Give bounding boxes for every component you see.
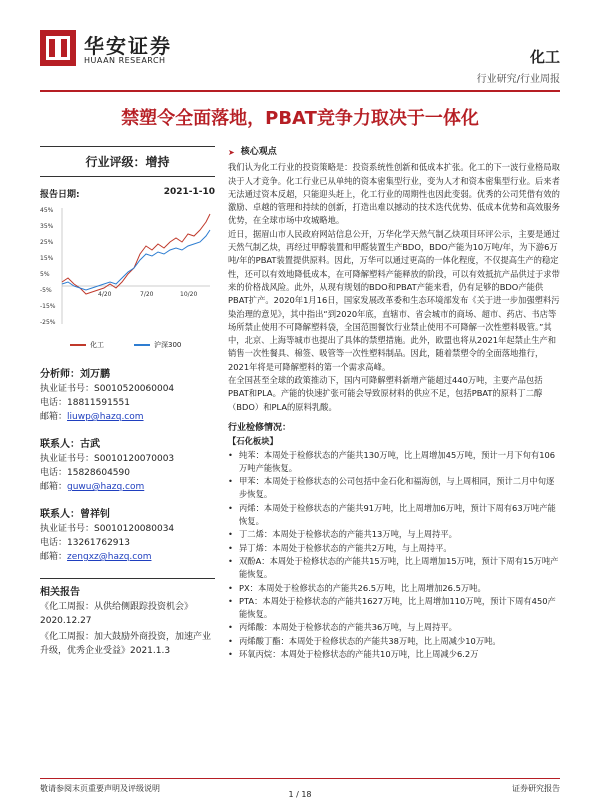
industry-rating: 行业评级：增持 [40,146,215,177]
report-date-value: 2021-1-10 [163,187,215,197]
paragraph: 近日，据眉山市人民政府网站信息公开，万华化学天然气制乙炔项目环评公示，主要是通过天然气制乙炔，再经过甲醇装置和甲醛装置生产BDO，BDO产能为10万吨/年，为下游6万吨/年的PBAT装置提供原料。因此，万华可以通过更高的一体化程度，不仅提高生产的稳定性，还可以有效地降低成本，在可降解塑料产能释放的阶段，可以有效抵抗产品供过于求带来的价格战风险。此外，从现有规划的BDO和PBAT产能来看，仍有足够的BDO产能供PBAT扩产。2020年1月16日，国家发展改革委和生态环境部发布《关于进一步加强塑料污染治理的意见》，其中指出“到2020年底，直辖市、省会城市的商场、超市、药店、书店等场所禁止使用不可降解塑料袋，全国范围餐饮行业禁止使用不可降解一次性塑料吸管。”其中，北京、上海等城市也提出了具体的禁塑措施。此外，欧盟也将从2021年起禁止生产和销售一次性餐具、棉签、吸管等一次性塑料制品。因此，随着禁塑令的全面落地推行，2021年将是可降解塑料的第一个需求高峰。 [228,228,560,372]
list-item: • 丙烯：本周处于检修状态的产能共91万吨，比上周增加6万吨，预计下周有63万吨产能恢复。 [228,502,556,527]
analyst-phone: 电话：18811591551 [40,398,130,408]
list-item: • 丙烯酸：本周处于检修状态的产能共36万吨，与上周持平。 [228,622,457,633]
x-tick: 10/20 [180,291,198,298]
report-date-row [40,187,215,200]
list-item: • 丙烯酸丁酯：本周处于检修状态的产能共38万吨，比上周减少10万吨。 [228,635,501,646]
email-label: 邮箱： [40,552,68,562]
contact-phone: 电话：15828604590 [40,468,130,478]
page-number: 1 / 18 [288,790,312,799]
email-label: 邮箱： [40,482,68,492]
contact-name: 联系人：古武 [40,439,100,450]
core-view-heading: ➤ 核心观点 [228,146,560,159]
series-line-hs300 [62,230,210,290]
y-tick: -15% [40,303,56,310]
x-tick: 4/20 [98,291,112,298]
contact-phone: 电话：13261762913 [40,538,130,548]
sector-subheading: 【石化板块】 [228,436,278,447]
left-sidebar [40,146,215,658]
footer-disclaimer: 敬请参阅末页重要声明及评级说明 [40,784,160,793]
contact-block [40,508,215,564]
legend-item: 沪深300 [134,340,181,350]
paragraph: 在全国甚至全球的政策推动下，国内可降解塑料新增产能超过440万吨，主要产品包括PBAT和PLA。产能的快速扩张可能会导致原材料的供应不足，包括PBAT的原料丁二醇（BDO）和PLA的原料乳酸。 [228,375,543,412]
list-item: • 甲苯：本周处于检修状态的公司包括中金石化和福海创，与上周相同，预计二月中旬逐步恢复。 [228,476,555,500]
maintenance-list [228,449,560,662]
performance-chart [40,204,215,350]
list-item: • 双酚A：本周处于检修状态的产能共15万吨，比上周增加15万吨，预计下周有15万吨产能恢复。 [228,555,559,580]
y-tick: -5% [40,287,52,294]
analyst-email-link[interactable]: liuwp@hazq.com [67,412,144,422]
list-item: • 丁二烯：本周处于检修状态的产能共13万吨，与上周持平。 [228,529,457,540]
list-item: • 环氧丙烷：本周处于检修状态的产能共10万吨，比上周减少6.2万 [228,648,479,659]
report-title: 禁塑令全面落地，PBAT竞争力取决于一体化 [121,108,479,129]
report-date-label: 报告日期: [40,190,80,200]
related-report-link[interactable]: 《化工周报：加大鼓励外商投资，加速产业升级，优秀企业受益》2021.1.3 [40,632,212,656]
y-tick: -25% [40,319,56,326]
header-divider [40,90,560,92]
contact-name: 联系人：曾祥钊 [40,509,110,520]
brand-name-cn: 华安证券 [84,34,172,58]
related-report-link[interactable]: 《化工周报：从供给侧跟踪投资机会》2020.12.27 [40,602,194,626]
analyst-block [40,368,215,424]
contact-cert: 执业证书号：S0010120070003 [40,454,175,464]
contact-email-link[interactable]: zengxz@hazq.com [67,552,152,562]
analyst-name: 分析师：刘万鹏 [40,369,110,380]
y-tick: 15% [40,255,54,262]
related-reports-title: 相关报告 [40,578,215,598]
footer-divider [40,778,560,779]
contact-email-link[interactable]: guwu@hazq.com [67,482,145,492]
contact-block [40,438,215,494]
list-item: • 纯苯：本周处于检修状态的产能共130万吨，比上周增加45万吨，预计一月下旬有106万吨产能恢复。 [228,449,556,473]
legend-item: 化工 [70,340,104,350]
y-tick: 45% [40,207,54,214]
paragraph: 我们认为化工行业的投资策略是：投资系统性创新和低成本扩张。化工的下一波行业格局取决于人才竞争。化工行业已从单纯的资本密集型行业，变为人才和资本密集型行业。后来者无法通过资本反超，只能迎头赶上，化工行业的周期性也因此变弱。优秀的公司凭借有效的激励、卓越的管理和持续的创新，打造出难以撼动的技术迭代优势、低成本优势和高效服务优势，在全球市场中攻城略地。 [228,162,560,226]
y-tick: 5% [40,271,50,278]
analyst-cert: 执业证书号：S0010520060004 [40,384,175,394]
footer-label: 证券研究报告 [512,784,560,793]
list-item: • PX：本周处于检修状态的产能共26.5万吨，比上周增加26.5万吨。 [228,582,486,593]
maintenance-heading: 行业检修情况： [228,422,292,433]
chart-legend [40,340,215,350]
brand-name-en: HUAAN RESEARCH [84,56,166,65]
contact-cert: 执业证书号：S0010120080034 [40,524,175,534]
x-tick: 7/20 [140,291,154,298]
email-label: 邮箱： [40,412,68,422]
bullet-arrow-icon: ➤ [228,148,235,157]
y-tick: 25% [40,239,54,246]
series-line-chemical [62,214,210,294]
brand-logo [40,30,76,66]
report-type: 行业研究/行业周报 [476,74,560,85]
list-item: • PTA：本周处于检修状态的产能共1627万吨，比上周增加110万吨，预计下周有450产能恢复。 [228,595,556,620]
main-content [228,146,560,661]
list-item: • 异丁烯：本周处于检修状态的产能共2万吨，与上周持平。 [228,542,452,553]
y-tick: 35% [40,223,54,230]
sector-label: 化工 [529,48,560,66]
